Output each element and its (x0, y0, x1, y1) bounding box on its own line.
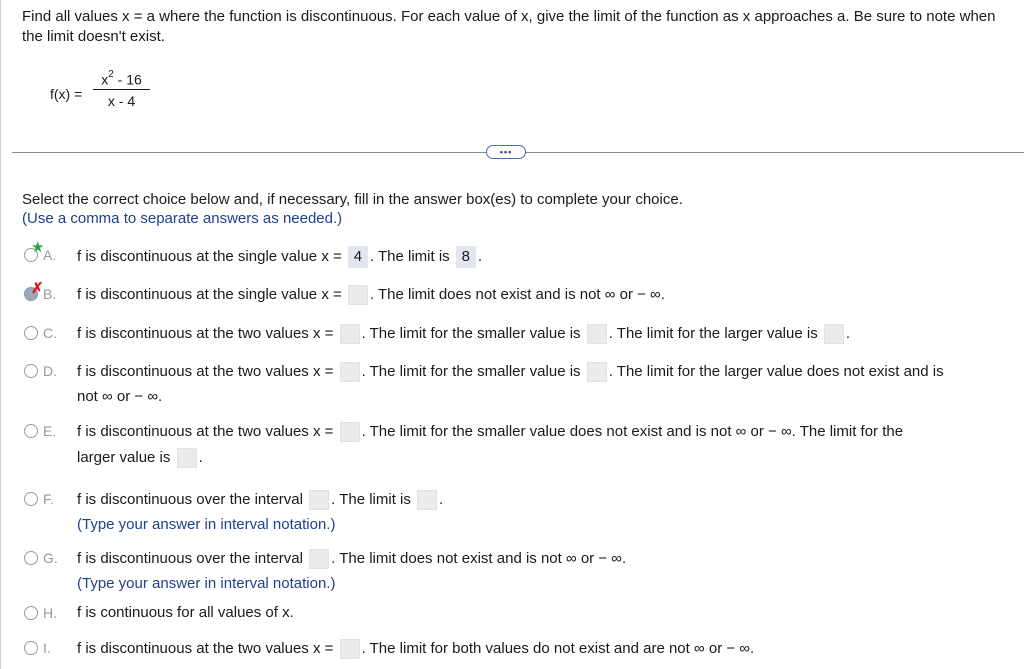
function-lhs: f(x) = (50, 86, 83, 102)
choice-g-text-1: f is discontinuous over the interval (77, 549, 303, 567)
answer-box-smaller-limit[interactable] (587, 324, 607, 344)
answer-box-x[interactable] (348, 285, 368, 305)
answer-box-x[interactable]: 4 (348, 246, 368, 268)
choice-letter: H. (43, 605, 57, 621)
answer-box-limit[interactable]: 8 (456, 246, 476, 268)
answer-box-smaller-limit[interactable] (587, 362, 607, 382)
choice-h-radio[interactable] (24, 606, 38, 620)
choice-d-text-4: not ∞ or − ∞. (77, 388, 163, 405)
expand-more-button[interactable]: ••• (486, 145, 526, 159)
choice-g-radio[interactable] (24, 551, 38, 565)
choice-e-radio[interactable] (24, 424, 38, 438)
choice-a-text-2: . The limit is (369, 247, 450, 265)
choice-e-text-4: . (198, 448, 203, 466)
choice-e-text-3: larger value is (77, 448, 171, 466)
choice-text (77, 490, 1017, 534)
choice-g-hint: (Type your answer in interval notation.) (77, 575, 336, 592)
choice-letter: F. (43, 491, 54, 507)
incorrect-x-icon: ✗ (31, 280, 44, 297)
choice-text (77, 422, 1017, 468)
choice-letter: A. (43, 247, 57, 263)
fraction-numerator (93, 66, 150, 86)
fraction-bar (93, 89, 150, 90)
fraction-denominator: x - 4 (107, 93, 136, 109)
choice-text: f is continuous for all values of x. (77, 604, 294, 621)
choice-e-text-2: . The limit for the smaller value does not exist and is not ∞ or − ∞. The limit for the (361, 422, 904, 440)
choice-f-hint: (Type your answer in interval notation.) (77, 516, 336, 533)
choice-f-text-1: f is discontinuous over the interval (77, 490, 303, 508)
choice-b-text-1: f is discontinuous at the single value x = (77, 285, 342, 303)
choice-text (77, 639, 1017, 659)
choice-a-text-3: . (477, 247, 483, 265)
choice-text (77, 324, 1017, 344)
numerator-exponent: 2 (108, 69, 114, 80)
choice-c-radio[interactable] (24, 326, 38, 340)
choice-d-text-1: f is discontinuous at the two values x = (77, 362, 334, 380)
answer-box-larger-limit[interactable] (177, 448, 197, 468)
choice-i-text-1: f is discontinuous at the two values x = (77, 639, 334, 657)
choice-letter: E. (43, 423, 57, 439)
choice-c-text-3: . The limit for the larger value is (608, 324, 818, 342)
choice-d-text-3: . The limit for the larger value does not exist and is (608, 362, 944, 380)
answer-box-interval[interactable] (309, 549, 329, 569)
instructions: Select the correct choice below and, if necessary, fill in the answer box(es) to complete your choice. (22, 191, 683, 208)
choice-i-text-2: . The limit for both values do not exist and are not ∞ or − ∞. (361, 639, 755, 657)
answer-box-limit[interactable] (417, 490, 437, 510)
numerator-base: x (101, 71, 109, 88)
answer-box-x[interactable] (340, 362, 360, 382)
choice-f-radio[interactable] (24, 492, 38, 506)
choice-f-text-3: . (439, 490, 444, 508)
choice-i-radio[interactable] (24, 641, 38, 655)
instructions-note: (Use a comma to separate answers as needed.) (22, 210, 343, 227)
answer-box-x[interactable] (340, 422, 360, 442)
numerator-rest: - 16 (113, 71, 142, 88)
answer-box-x[interactable] (340, 324, 360, 344)
choice-c-text-2: . The limit for the smaller value is (361, 324, 581, 342)
left-border (0, 0, 1, 669)
choice-letter: I. (43, 640, 51, 656)
choice-text (77, 362, 1017, 406)
choice-letter: C. (43, 325, 57, 341)
choice-text (77, 549, 1017, 593)
choice-a-text-1: f is discontinuous at the single value x = (77, 247, 342, 265)
choice-g-text-2: . The limit does not exist and is not ∞ or − ∞. (331, 549, 627, 567)
choice-text (77, 285, 1017, 305)
choice-f-text-2: . The limit is (331, 490, 411, 508)
answer-box-interval[interactable] (309, 490, 329, 510)
correct-star-icon: ★ (31, 239, 45, 256)
function-fraction (93, 66, 150, 110)
choice-e-text-1: f is discontinuous at the two values x = (77, 422, 334, 440)
choice-d-radio[interactable] (24, 364, 38, 378)
question-text: Find all values x = a where the function is discontinuous. For each value of x, give the limit of the function as x approaches a. Be sure to note when the limit doesn't exist. (22, 8, 996, 45)
answer-box-larger-limit[interactable] (824, 324, 844, 344)
choice-letter: D. (43, 363, 57, 379)
choice-d-text-2: . The limit for the smaller value is (361, 362, 581, 380)
choice-text (77, 246, 1017, 268)
choice-b-text-2: . The limit does not exist and is not ∞ or − ∞. (369, 285, 665, 303)
choice-letter: B. (43, 286, 57, 302)
choice-c-text-1: f is discontinuous at the two values x = (77, 324, 334, 342)
choice-c-text-4: . (845, 324, 851, 342)
choice-letter: G. (43, 550, 58, 566)
answer-box-x[interactable] (340, 639, 360, 659)
